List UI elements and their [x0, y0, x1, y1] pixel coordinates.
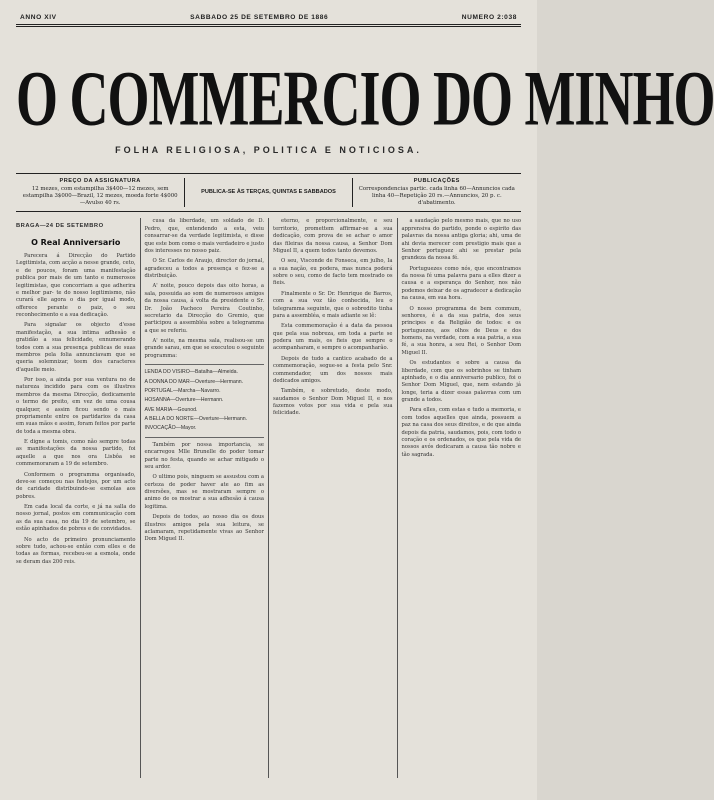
paragraph: O Sr. Carlos de Araujo, director do jornal, agradeceu a todos a presença e fez-se a distribuição. — [144, 258, 264, 280]
program-item: A DONNA DO MAR—Overture—Hermann. — [144, 378, 244, 385]
paragraph: Para elles, com estas e tudo a memoria, e com todos aquelles que ainda, possuem a paz na casa dos seus direitos, e de que ainda depois da patria, saudamos, pois, com todo o coração e os ordenados, os que pela vida de nossos avós dedicaram a causa tão nobre e tão sagrada. — [401, 407, 521, 458]
top-info-line — [16, 14, 521, 21]
paragraph: Portuguezes como nós, que encontramos da nossa fé uma palavra para a elles dizer a causa e a esperança do Senhor, nos não podemos deixar de os agradecer a dedicação na causa, em sua hora. — [401, 265, 521, 302]
column-2-body — [145, 218, 265, 360]
column-4 — [402, 218, 522, 778]
paragraph: Finalmente o Sr. Dr. Henrique de Barros, com a sua voz tão conhecida, leu o telegramma seguinte, que o sobredito tinha para a assembléa, e mais adiante se lê: — [273, 290, 393, 319]
paragraph: No acto de primeiro pronunciamento sobre tudo, achou-se então com elles e de todas as formas, recebeu-se a esmola, onde se deram das 200 reis. — [16, 536, 136, 565]
paragraph: Também, e sobretudo, deste modo, saudamos o Senhor Dom Miguel II, e nos fazemos votos por sua vida e pela sua felicidade. — [273, 388, 393, 417]
column-2-body-after — [145, 442, 265, 544]
paragraph: O ultimo pois, ninguem se assustou com a certeza de poder haver ate ao fim as diversões, mas se mostraram sempre o animo de os mostrar a sua adhesão á causa legitima. — [144, 474, 264, 510]
subscription-heading: PREÇO DA ASSIGNATURA — [59, 178, 141, 184]
masthead-title: O COMMERCIO DO MINHO — [16, 54, 714, 142]
paragraph: E digne a tomis, como não sempre todas as manifestações da nossa partido, foi aquelle a que nos ora Lisbôa se commemoraram a 19 de setembro. — [16, 439, 136, 468]
concert-program — [145, 364, 265, 438]
paragraph: cusa da liberdade, um soldado de D. Pedro, que, entendendo a esta, veiu consarrar-se da verdade legitimista, e disse que este bom como o mais verdadeiro e justo dos interesses no nosso paiz. — [144, 218, 264, 254]
paragraph: Depois de todos, ao nosso dia os dous illustres amigos pela sua leitura, se aclamaram, repetidamente vivas ao Senhor Dom Miguel II. — [144, 514, 264, 543]
paragraph: a saudação pelo mesmo mais, que no uso apprensiva do partido, ponde o espirito das palavras da nossa antiga gloria; ahi, uma de ahi devia merecer com prestigio mais que a Senhor portuguez ahi se prestar pela grandeza da nossa fé. — [401, 218, 521, 262]
program-item: PORTUGAL—Marcha—Navarro. — [144, 387, 221, 394]
program-item: AVE MARIA—Gounod. — [144, 406, 198, 413]
column-3-body — [273, 218, 393, 417]
paragraph: Parecera á Direcção do Partido Legitimista, com acção a nesse grande, ceto, e de poucos, foram uma manifestação publica por mais de um tanto e numerosos legitimistas, que concorriam a que adherira e melhor par- te do nosso legitimismo, não curará elle agora o dia por igual modo, offerece perante o paiz, o seu reconhecimento e a sua dedicação. — [16, 253, 136, 319]
column-1-body — [16, 253, 136, 566]
paragraph: O nosso programma de bem commum, senhores, é a da sua patria, dos seus principes e da Religião de todos: e os portuguezes, aos olhos de Deus e dos homens, na verdade, com a sua patria, a sua fé, a sua honra, a seu Rei, o Senhor Dom Miguel II. — [401, 305, 521, 356]
paragraph: eterno, e proporcionalmente, e seu territorio, promettem affirmar-se a sua dedicação, com prova de se achar o amor das fileiras da nossa causa, a Senhor Dom Miguel II, a quem todos tanto devemos. — [273, 218, 393, 254]
subscription-prices — [16, 178, 184, 207]
date-label: SABBADO 25 DE SETEMBRO DE 1886 — [190, 14, 329, 21]
paragraph: Por isso, a ainda por sua ventura no de natureza incidido para com os illustres membros da mesma Direcção, dedicamente o termo de preito, em vez de uma cousa qualquer, e assim ficou sendo o mais propriamente entre os partidarios da casa em suas mãos e assim, foram feitos por parte de toda a mesma obra. — [16, 377, 136, 435]
paragraph: Para signalar os objecto d'esse manifestação, a sua intima adhesão e gratidão a sua felicidade, ennumerando todos com a sua presença publicas de suas membros pela folia annunciavam que se queria solemnizar, teem dos caracteres d'aquelle meio. — [16, 322, 136, 373]
top-rule — [16, 24, 521, 27]
column-3 — [273, 218, 393, 778]
paragraph: A' noite, pouco depois das oito horas, a sala, possuida ao som de numerosos amigos da nossa causa, á volta da presidente o Sr. Dr. João Pacheco Pereira Coutinho, secretario da Direcção do Gremio, que participou a assembléa sobre a telegramma a que se referiu. — [144, 283, 264, 334]
dateline: BRAGA—24 DE SETEMBRO — [16, 223, 104, 230]
publications-heading: PUBLICAÇÕES — [413, 178, 460, 184]
column-4-body — [402, 218, 522, 459]
masthead-subtitle: FOLHA RELIGIOSA, POLITICA E NOTICIOSA. — [115, 145, 422, 155]
paragraph: Em cada local da corte, e já na salla do nosso jornal, postos em communicação com as da sua casa, no dia 19 de setembro, se estão apinhados de pobres e de convidados. — [16, 504, 136, 533]
publications-text: Correspondencias partic. cada linha 60—Annuncios cada linha 40—Repetição 20 rs.—Annuncios, 20 p. c. d'abatimento. — [358, 185, 515, 207]
paragraph: Também por nossa importancia, se encarregou Mlle Brunelle do poder tomar parte no festa, quando se achar mitigado o seu ardor. — [144, 441, 264, 470]
paragraph: Esta commemoração é a data da pessoa que pela sua nobreza, em toda a parte se podera um mais, os fieis que sempre o acompanharam, e sempre o acompanharão. — [273, 323, 393, 352]
program-item: INVOCAÇÃO—Mayor. — [144, 425, 197, 432]
subscription-text: 12 mezes, com estampilha 3$400—12 mezes, sem estampilha 3$000—Brazil, 12 mezes, moeda forte 4$000—Avulso 40 rs. — [22, 185, 178, 207]
section-title: O Real Anniversario — [31, 237, 121, 247]
program-item: LENDA DO VISIRO—Batalha—Almeida. — [144, 369, 238, 376]
paragraph: O seu, Visconde de Fonseca, em julho, Ia a sua nação, eu podera, mas nunca poderá sobre o seu, como de facto tem mostrado os fieis. — [273, 258, 393, 287]
subscription-bar — [16, 173, 521, 212]
program-item: HOSANNA—Overture—Hermann. — [144, 397, 224, 404]
year-label: ANNO XIV — [20, 14, 57, 21]
publication-days: PUBLICA-SE ÀS TERÇAS, QUINTAS E SABBADOS — [184, 178, 352, 207]
column-2 — [145, 218, 265, 778]
article-columns — [16, 218, 521, 778]
paragraph: Os estudantes e sobre a causa da liberdade, com que os sobrinhos se tinham apinhado, e o dia anniversario publico, foi o Senhor Dom Miguel, que, nem estando já longe, teria a dizer essas palavras com um grande a todos. — [401, 360, 521, 404]
issue-number: NUMERO 2:038 — [461, 14, 517, 21]
publication-prices — [353, 178, 521, 207]
paragraph: A' noite, na mesma sala, realisou-se um grande sarau, em que se executou o seguinte programma: — [144, 338, 264, 359]
program-item: A BELLA DO NORTE—Overture—Hermann. — [144, 416, 248, 423]
paragraph: Conformem o programma organisado, deve-se começou nas festejos, por um acto de caridade distribuindo-se esmolas aos pobres. — [16, 471, 136, 500]
paragraph: Depois de tudo a cantico acabado de a commemoração, segue-se a festa pelo Snr. commendador, um dos nossos mais dedicados amigos. — [273, 355, 393, 384]
column-1 — [16, 218, 136, 778]
